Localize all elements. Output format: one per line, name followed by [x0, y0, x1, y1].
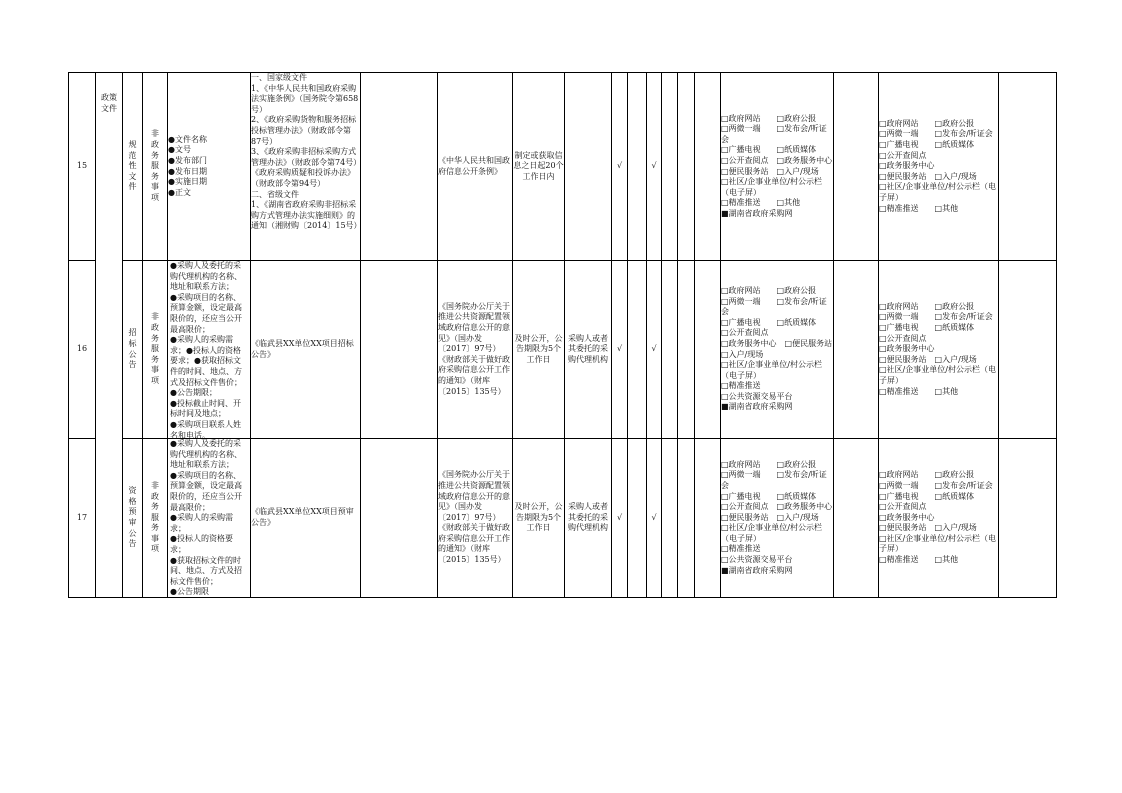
- subject-cell: 采购人或者其委托的采购代理机构: [565, 439, 612, 598]
- check-cell: [628, 73, 647, 261]
- blank-cell: [834, 73, 879, 261]
- subcategory-label: 规范性文件: [128, 140, 137, 192]
- check-cell: [662, 73, 678, 261]
- contents-cell: [168, 261, 251, 439]
- channels-cell: □政府网站 □政府公报 □两微一端 □发布会/听证会 □广播电视 □纸质媒体 □公开查阅点 □政务服务中心 □便民服务站 □入户/现场 □社区/企事业单位/村公示栏（电子屏） □精准推送 □其他: [879, 261, 999, 439]
- subcategory-cell: [123, 261, 143, 439]
- service-type-label: 非政务服务事项: [151, 312, 159, 385]
- time-limit-cell: 制定或获取信息之日起20个工作日内: [513, 73, 565, 261]
- service-type-cell: [143, 439, 168, 598]
- table-row: [69, 439, 1057, 598]
- disclosure-table: [68, 72, 1057, 598]
- legal-basis-cell: 《国务院办公厅关于推进公共资源配置领域政府信息公开的意见》（国办发〔2017〕97号） 《财政部关于做好政府采购信息公开工作的通知》（财库〔2015〕135号）: [438, 261, 513, 439]
- service-type-label: 非政务服务事项: [151, 129, 159, 202]
- contents-cell: [168, 439, 251, 598]
- check-cell: [628, 439, 647, 598]
- service-type-label: 非政务服务事项: [151, 480, 159, 554]
- legal-basis-cell: 《国务院办公厅关于推进公共资源配置领域政府信息公开的意见》（国办发〔2017〕97号） 《财政部关于做好政府采购信息公开工作的通知》（财库〔2015〕135号）: [438, 439, 513, 598]
- blank-cell: [834, 439, 879, 598]
- row-number: 17: [69, 439, 96, 598]
- service-type-cell: [143, 73, 168, 261]
- check-mark: √: [647, 73, 662, 261]
- service-type-cell: [143, 261, 168, 439]
- empty-cell: [678, 261, 695, 439]
- subject-cell: [565, 73, 612, 261]
- channels-cell: □政府网站 □政府公报 □两微一端 □发布会/听证会 □广播电视 □纸质媒体 □公开查阅点 □政务服务中心□便民服务站 □入户/现场 □社区/企事业单位/村公示栏（电子屏） □精准推送 □公共资源交易平台 ■湖南省政府采购网: [721, 439, 834, 598]
- check-cell: [628, 261, 647, 439]
- subcategory-label: 招标公告: [128, 328, 137, 370]
- row-number: 16: [69, 261, 96, 439]
- empty-cell: [695, 261, 721, 439]
- empty-cell: [678, 73, 695, 261]
- table-row: [69, 261, 1057, 439]
- contents-cell: ●文件名称 ●文号 ●发布部门 ●发布日期 ●实施日期 ●正文: [168, 73, 251, 261]
- table-row: [69, 73, 1057, 261]
- empty-cell: [695, 73, 721, 261]
- check-mark: √: [647, 439, 662, 598]
- channels-cell: □政府网站 □政府公报 □两微一端 □发布会/听证会 □广播电视 □纸质媒体 □公开查阅点 □政务服务中心 □便民服务站 □入户/现场 □社区/企事业单位/村公示栏（电子屏） □精准推送 □其他: [879, 73, 999, 261]
- legal-basis-cell: 《中华人民共和国政府信息公开条例》: [438, 73, 513, 261]
- blank-cell: [999, 261, 1057, 439]
- contents-text: ●采购人及委托的采购代理机构的名称、地址和联系方法； ●采购项目的名称、预算金额，设定最高限价的，还应当公开最高限价； ●采购人的采购需求；●投标人的资格要求；●获取招标文件的时间、地点、方式及招标文件售价； ●公告期限； ●投标截止时间、开标时间及地点； ●采购项目联系人姓名和电话。: [170, 261, 242, 440]
- check-mark: √: [612, 439, 628, 598]
- category-label: 政策文件: [101, 93, 117, 113]
- empty-cell: [695, 439, 721, 598]
- check-mark: √: [612, 261, 628, 439]
- basis-docs-cell: 《临武县XX单位XX项目预审公告》: [251, 439, 361, 598]
- time-limit-cell: 及时公开，公告期限为5个工作日: [513, 261, 565, 439]
- example-cell: [361, 73, 438, 261]
- channels-cell: □政府网站 □政府公报 □两微一端 □发布会/听证会 □广播电视 □纸质媒体 □公开查阅点 □政务服务中心 □便民服务站 □入户/现场 □社区/企事业单位/村公示栏（电子屏） □精准推送 □其他 ■湖南省政府采购网: [721, 73, 834, 261]
- category-cell: [96, 73, 123, 598]
- subcategory-cell: [123, 73, 143, 261]
- subcategory-label: 资格预审公告: [128, 486, 137, 549]
- contents-text: ●采购人及委托的采购代理机构的名称、地址和联系方法； ●采购项目的名称、预算金额，设定最高限价的，还应当公开最高限价； ●采购人的采购需求； ●投标人的资格要求； ●获取招标文件的时间、地点、方式及招标文件售价； ●公告期限: [170, 439, 242, 597]
- subject-cell: 采购人或者其委托的采购代理机构: [565, 261, 612, 439]
- blank-cell: [834, 261, 879, 439]
- blank-cell: [999, 73, 1057, 261]
- empty-cell: [678, 439, 695, 598]
- basis-docs-cell: 《临武县XX单位XX项目招标公告》: [251, 261, 361, 439]
- check-mark: √: [612, 73, 628, 261]
- time-limit-cell: 及时公开，公告期限为5个工作日: [513, 439, 565, 598]
- channels-cell: □政府网站 □政府公报 □两微一端 □发布会/听证会 □广播电视 □纸质媒体 □公开查阅点 □政务服务中心 □便民服务站 □入户/现场 □社区/企事业单位/村公示栏（电子屏） □精准推送 □其他: [879, 439, 999, 598]
- subcategory-cell: [123, 439, 143, 598]
- example-cell: [361, 439, 438, 598]
- channels-cell: □政府网站 □政府公报 □两微一端 □发布会/听证会 □广播电视 □纸质媒体 □公开查阅点 □政务服务中心 □便民服务站 □入户/现场 □社区/企事业单位/村公示栏（电子屏） □精准推送 □公共资源交易平台 ■湖南省政府采购网: [721, 261, 834, 439]
- basis-docs-cell: 一、国家级文件 1、《中华人民共和国政府采购法实施条例》（国务院令第658号） 2、《政府采购货物和服务招标投标管理办法》（财政部令第87号） 3、《政府采购非招标采购方式管理办法》（财政部令第74号）《政府采购质疑和投诉办法》（财政部令第94号） 二、省级文件 1、《湖南省政府采购非招标采购方式管理办法实施细则》的通知（湘财购〔2014〕15号）: [251, 73, 361, 261]
- check-cell: [662, 261, 678, 439]
- check-mark: √: [647, 261, 662, 439]
- example-cell: [361, 261, 438, 439]
- blank-cell: [999, 439, 1057, 598]
- row-number: 15: [69, 73, 96, 261]
- check-cell: [662, 439, 678, 598]
